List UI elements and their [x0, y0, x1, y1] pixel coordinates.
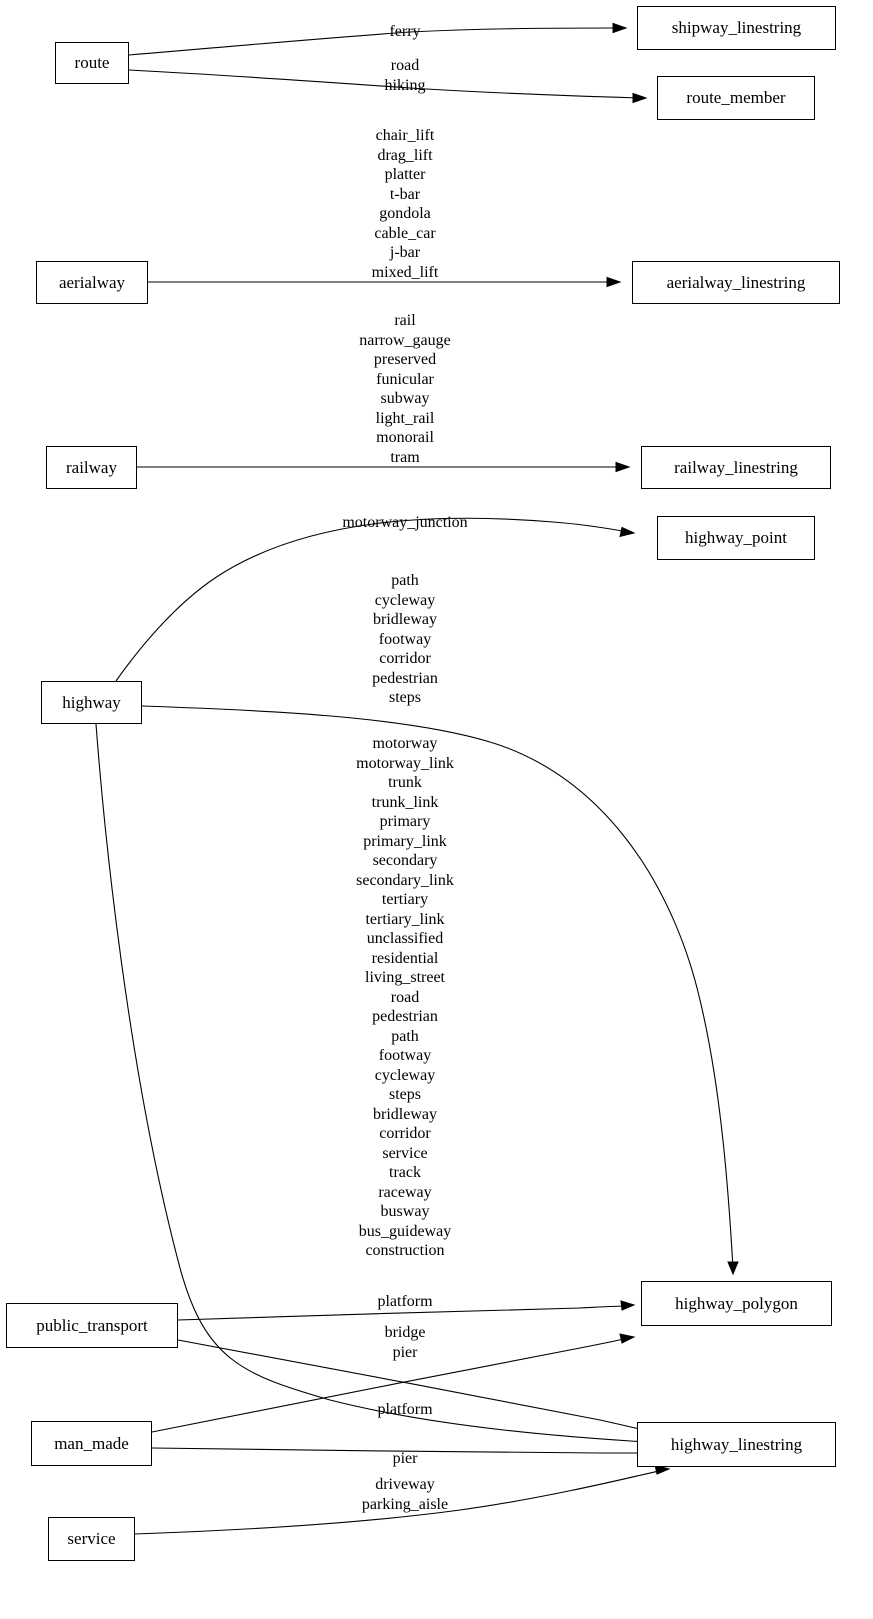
- node-label: shipway_linestring: [671, 18, 802, 37]
- node-service[interactable]: [48, 1517, 135, 1561]
- node-route[interactable]: [55, 42, 129, 84]
- edge-label-line: service: [382, 1144, 428, 1162]
- edge-label-line: footway: [378, 1047, 432, 1064]
- edge-label-line: narrow_gauge: [359, 331, 451, 349]
- edge-label-manmade-polygon: [385, 1323, 426, 1362]
- edge-label-line: track: [389, 1164, 421, 1181]
- edge-label-line: secondary: [372, 852, 438, 869]
- node-shipway_ls[interactable]: [637, 6, 836, 50]
- node-label: route_member: [686, 88, 786, 107]
- node-railway[interactable]: [46, 446, 137, 489]
- edge-label-line: chair_lift: [375, 127, 435, 144]
- edge-label-line: monorail: [376, 429, 434, 446]
- edge-label-line: construction: [365, 1242, 445, 1259]
- arrowhead-icon: [633, 94, 646, 103]
- edge-label-line: unclassified: [366, 930, 444, 947]
- edge-label-railway-edge: [359, 311, 451, 467]
- edge-label-line: funicular: [376, 370, 434, 388]
- arrowhead-icon: [613, 24, 626, 33]
- edge-label-line: platter: [384, 166, 426, 183]
- edge-label-line: cycleway: [374, 591, 436, 609]
- node-label: service: [67, 1529, 116, 1548]
- node-label: railway_linestring: [674, 457, 798, 477]
- edge-route-shipway: [129, 24, 626, 56]
- edge-label-line: parking_aisle: [361, 1495, 449, 1513]
- edge-label-line: residential: [371, 949, 439, 967]
- node-railway_ls[interactable]: [641, 446, 831, 489]
- node-label: route: [74, 53, 110, 72]
- node-label: railway: [66, 457, 117, 477]
- edge-label-line: platform: [377, 1293, 433, 1310]
- edge-label-line: trunk_link: [371, 793, 439, 811]
- edge-label-line: primary_link: [363, 832, 447, 850]
- edge-label-route-member: [385, 56, 426, 95]
- node-public_transport[interactable]: [6, 1303, 178, 1348]
- edge-label-line: bridleway: [373, 1105, 437, 1123]
- edge-label-pt-polygon: [377, 1292, 432, 1312]
- arrowhead-icon: [621, 1301, 634, 1310]
- edge-label-line: busway: [380, 1203, 430, 1220]
- edge-label-line: rail: [394, 312, 416, 329]
- edge-label-line: mixed_lift: [371, 263, 439, 281]
- edge-label-line: j-bar: [389, 244, 421, 261]
- edge-label-line: tertiary: [381, 891, 429, 908]
- node-highway[interactable]: [41, 681, 142, 724]
- edge-label-manmade-linestring: [393, 1449, 418, 1469]
- edge-label-line: preserved: [373, 351, 437, 368]
- edge-label-line: t-bar: [389, 185, 421, 203]
- arrowhead-icon: [616, 463, 629, 472]
- edge-label-highway-linestring: [356, 734, 454, 1261]
- edge-label-line: subway: [380, 390, 430, 407]
- edge-label-highway-polygon: [372, 571, 438, 708]
- edge-label-line: motorway_junction: [342, 514, 468, 531]
- edge-label-line: tertiary_link: [365, 910, 445, 928]
- edge-label-line: bridleway: [373, 611, 437, 628]
- edge-label-line: bridge: [384, 1324, 426, 1341]
- edge-label-line: gondola: [379, 205, 431, 222]
- node-label: aerialway: [58, 272, 126, 292]
- node-aerialway_ls[interactable]: [632, 261, 840, 304]
- edge-label-line: steps: [389, 689, 421, 706]
- edge-label-line: drag_lift: [377, 146, 433, 164]
- node-label: highway_linestring: [670, 1434, 803, 1454]
- node-highway_polygon[interactable]: [641, 1281, 832, 1326]
- edge-label-line: trunk: [388, 774, 422, 791]
- node-label: aerialway_linestring: [666, 272, 806, 292]
- edge-label-line: living_street: [365, 969, 445, 986]
- edge-label-line: motorway: [372, 735, 438, 752]
- node-aerialway[interactable]: [36, 261, 148, 304]
- edge-label-line: corridor: [379, 1125, 431, 1142]
- edge-label-line: ferry: [389, 23, 421, 40]
- node-highway_ls[interactable]: [637, 1422, 836, 1467]
- edge-label-line: footway: [378, 630, 432, 648]
- edge-label-line: pier: [392, 1450, 418, 1467]
- edge-label-line: cable_car: [374, 224, 436, 242]
- edge-label-aerialway-edge: [372, 126, 439, 282]
- edge-label-service-linestring: [362, 1475, 448, 1514]
- edge-label-pt-linestring: [377, 1400, 432, 1420]
- edge-label-route-shipway: [389, 22, 420, 42]
- edge-label-line: road: [390, 988, 420, 1006]
- arrowhead-icon: [728, 1262, 738, 1274]
- node-label: public_transport: [36, 1315, 148, 1335]
- edge-label-line: light_rail: [375, 409, 435, 427]
- edge-label-line: driveway: [375, 1476, 435, 1493]
- node-label: highway_point: [685, 528, 787, 547]
- arrowhead-icon: [620, 1334, 634, 1343]
- node-label: highway: [62, 692, 121, 712]
- edge-label-highway-point: [342, 513, 467, 533]
- node-label: man_made: [54, 1433, 129, 1453]
- edge-label-line: motorway_link: [356, 754, 454, 772]
- edge-label-line: path: [391, 1027, 419, 1045]
- edge-label-line: raceway: [378, 1183, 432, 1201]
- edge-label-line: bus_guideway: [358, 1222, 452, 1240]
- edge-label-line: steps: [388, 1086, 421, 1103]
- edge-label-line: platform: [377, 1401, 433, 1418]
- edge-label-line: pier: [392, 1343, 418, 1361]
- arrowhead-icon: [607, 278, 620, 287]
- edge-label-line: pedestrian: [372, 1008, 438, 1025]
- edge-label-line: road: [390, 57, 420, 74]
- node-route_member[interactable]: [657, 76, 815, 120]
- arrowhead-icon: [620, 528, 634, 537]
- edge-label-line: primary: [379, 813, 431, 830]
- node-man_made[interactable]: [31, 1421, 152, 1466]
- node-label: highway_polygon: [675, 1293, 798, 1313]
- node-highway_point[interactable]: [657, 516, 815, 560]
- edge-label-line: hiking: [384, 76, 426, 94]
- edge-label-line: secondary_link: [356, 871, 454, 889]
- edge-label-line: path: [391, 572, 419, 589]
- edge-label-line: cycleway: [374, 1066, 436, 1084]
- edge-label-line: tram: [390, 448, 420, 466]
- edge-label-line: pedestrian: [372, 669, 438, 687]
- edge-label-line: corridor: [379, 650, 431, 667]
